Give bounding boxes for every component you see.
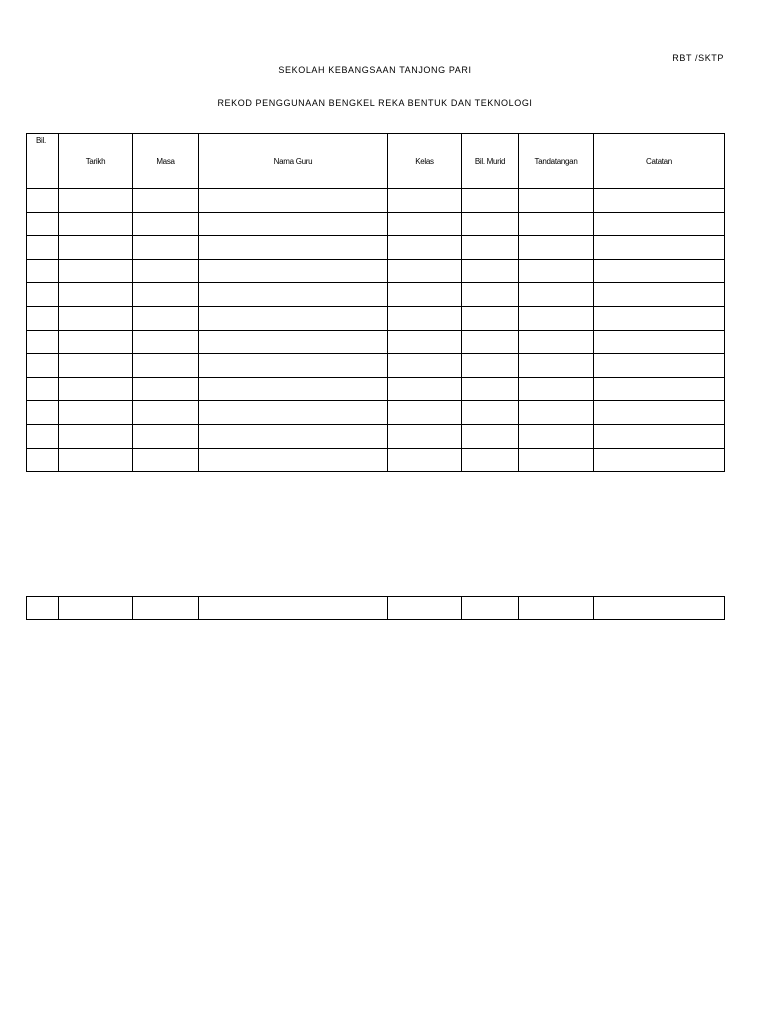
school-name: SEKOLAH KEBANGSAAN TANJONG PARI — [278, 65, 472, 75]
table-cell[interactable] — [594, 597, 725, 620]
table-cell[interactable] — [519, 212, 594, 236]
table-cell[interactable] — [462, 377, 519, 401]
table-cell[interactable] — [27, 259, 59, 283]
table-cell[interactable] — [59, 306, 133, 330]
table-cell[interactable] — [59, 354, 133, 378]
table-cell[interactable] — [59, 377, 133, 401]
table-cell[interactable] — [133, 212, 199, 236]
table-cell[interactable] — [594, 236, 725, 260]
table-cell[interactable] — [388, 424, 462, 448]
table-cell[interactable] — [594, 306, 725, 330]
table-cell[interactable] — [594, 189, 725, 213]
table-row — [27, 401, 725, 425]
table-cell[interactable] — [199, 448, 388, 472]
table-cell[interactable] — [133, 259, 199, 283]
table-cell[interactable] — [462, 283, 519, 307]
form-title: REKOD PENGGUNAAN BENGKEL REKA BENTUK DAN TEKNOLOGI — [217, 98, 533, 108]
table-cell[interactable] — [388, 212, 462, 236]
table-cell[interactable] — [59, 283, 133, 307]
table-cell[interactable] — [27, 330, 59, 354]
table-cell[interactable] — [388, 597, 462, 620]
table-cell[interactable] — [27, 424, 59, 448]
table-cell[interactable] — [594, 212, 725, 236]
document-code: RBT /SKTP — [672, 53, 724, 63]
table-cell[interactable] — [199, 597, 388, 620]
table-cell[interactable] — [59, 236, 133, 260]
table-cell[interactable] — [199, 377, 388, 401]
table-cell[interactable] — [59, 597, 133, 620]
table-cell[interactable] — [594, 448, 725, 472]
table-row — [27, 306, 725, 330]
table-cell[interactable] — [388, 330, 462, 354]
table-row — [27, 189, 725, 213]
table-cell[interactable] — [594, 330, 725, 354]
table-cell[interactable] — [133, 401, 199, 425]
table-cell[interactable] — [199, 330, 388, 354]
table-cell[interactable] — [594, 354, 725, 378]
table-row — [27, 283, 725, 307]
table-cell[interactable] — [27, 236, 59, 260]
table-cell[interactable] — [594, 401, 725, 425]
table-cell[interactable] — [462, 448, 519, 472]
table-row — [27, 354, 725, 378]
table-row — [27, 236, 725, 260]
table-cell[interactable] — [462, 259, 519, 283]
table-body — [27, 189, 725, 472]
table-cell[interactable] — [388, 189, 462, 213]
table-row — [27, 424, 725, 448]
column-header-tandatangan: Tandatangan — [519, 134, 594, 189]
table-cell[interactable] — [388, 283, 462, 307]
table-cell[interactable] — [388, 306, 462, 330]
column-header-kelas: Kelas — [388, 134, 462, 189]
table-cell[interactable] — [27, 283, 59, 307]
table-cell[interactable] — [133, 189, 199, 213]
continuation-table-body — [27, 597, 725, 620]
table-cell[interactable] — [59, 189, 133, 213]
table-row — [27, 597, 725, 620]
table-cell[interactable] — [462, 212, 519, 236]
table-row — [27, 377, 725, 401]
table-cell[interactable] — [27, 354, 59, 378]
column-header-tarikh: Tarikh — [59, 134, 133, 189]
table-cell[interactable] — [199, 401, 388, 425]
table-cell[interactable] — [59, 448, 133, 472]
table-cell[interactable] — [594, 259, 725, 283]
table-cell[interactable] — [27, 189, 59, 213]
table-cell[interactable] — [133, 306, 199, 330]
table-row — [27, 330, 725, 354]
table-cell[interactable] — [133, 330, 199, 354]
table-row — [27, 212, 725, 236]
table-cell[interactable] — [388, 448, 462, 472]
table-cell[interactable] — [27, 306, 59, 330]
table-cell[interactable] — [388, 401, 462, 425]
table-cell[interactable] — [27, 377, 59, 401]
table-cell[interactable] — [199, 306, 388, 330]
table-cell[interactable] — [59, 259, 133, 283]
table-row — [27, 448, 725, 472]
table-cell[interactable] — [133, 597, 199, 620]
table-cell[interactable] — [388, 259, 462, 283]
table-cell[interactable] — [388, 236, 462, 260]
table-cell[interactable] — [133, 283, 199, 307]
table-cell[interactable] — [388, 354, 462, 378]
table-cell[interactable] — [462, 236, 519, 260]
table-cell[interactable] — [519, 448, 594, 472]
table-cell[interactable] — [519, 354, 594, 378]
table-cell[interactable] — [519, 306, 594, 330]
table-cell[interactable] — [27, 597, 59, 620]
continuation-table — [26, 596, 725, 620]
table-cell[interactable] — [199, 236, 388, 260]
table-cell[interactable] — [27, 212, 59, 236]
table-cell[interactable] — [199, 354, 388, 378]
column-header-bil: Bil. — [27, 134, 59, 189]
table-cell[interactable] — [59, 424, 133, 448]
table-cell[interactable] — [519, 377, 594, 401]
table-cell[interactable] — [199, 259, 388, 283]
table-cell[interactable] — [59, 401, 133, 425]
column-header-nama-guru: Nama Guru — [199, 134, 388, 189]
table-cell[interactable] — [519, 597, 594, 620]
table-cell[interactable] — [594, 283, 725, 307]
table-cell[interactable] — [59, 212, 133, 236]
table-cell[interactable] — [519, 236, 594, 260]
column-header-bil-murid: Bil. Murid — [462, 134, 519, 189]
table-cell[interactable] — [462, 401, 519, 425]
table-cell[interactable] — [388, 377, 462, 401]
table-row — [27, 259, 725, 283]
table-cell[interactable] — [519, 259, 594, 283]
table-cell[interactable] — [59, 330, 133, 354]
table-cell[interactable] — [462, 354, 519, 378]
column-header-catatan: Catatan — [594, 134, 725, 189]
table-cell[interactable] — [133, 354, 199, 378]
table-cell[interactable] — [27, 401, 59, 425]
table-cell[interactable] — [199, 283, 388, 307]
table-cell[interactable] — [462, 189, 519, 213]
table-cell[interactable] — [199, 189, 388, 213]
table-cell[interactable] — [462, 597, 519, 620]
table-cell[interactable] — [27, 448, 59, 472]
table-cell[interactable] — [519, 283, 594, 307]
table-cell[interactable] — [199, 424, 388, 448]
table-cell[interactable] — [519, 330, 594, 354]
table-cell[interactable] — [519, 401, 594, 425]
table-cell[interactable] — [199, 212, 388, 236]
table-cell[interactable] — [133, 424, 199, 448]
usage-record-table — [26, 133, 725, 472]
table-cell[interactable] — [462, 306, 519, 330]
table-cell[interactable] — [462, 330, 519, 354]
table-cell[interactable] — [133, 236, 199, 260]
column-header-masa: Masa — [133, 134, 199, 189]
table-cell[interactable] — [594, 377, 725, 401]
table-header-row — [27, 134, 725, 189]
table-cell[interactable] — [519, 424, 594, 448]
table-cell[interactable] — [519, 189, 594, 213]
table-cell[interactable] — [462, 424, 519, 448]
table-cell[interactable] — [594, 424, 725, 448]
table-cell[interactable] — [133, 448, 199, 472]
table-cell[interactable] — [133, 377, 199, 401]
